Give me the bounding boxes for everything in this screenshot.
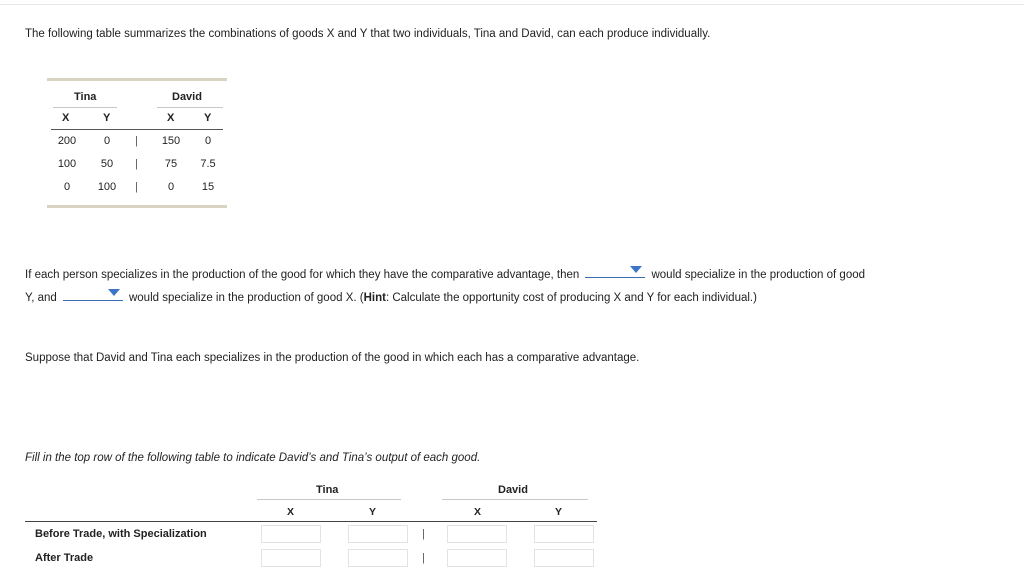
tina-y-before-input[interactable] <box>348 525 408 543</box>
group-underline-david <box>157 107 223 108</box>
question-text-1: If each person specializes in the production of the good for which they have the comparative advantage, then <box>25 269 580 281</box>
table-cell: 200 <box>57 135 77 147</box>
column-separator: | <box>135 158 138 170</box>
production-table <box>47 78 227 193</box>
col-header-david-y: Y <box>555 506 563 518</box>
table-cell: 7.5 <box>200 158 216 170</box>
hint-text: : Calculate the opportunity cost of producing X and Y for each individual.) <box>385 292 757 304</box>
table-cell: 150 <box>161 135 181 147</box>
col-header-david-x: X <box>474 506 482 518</box>
hint-label: Hint <box>363 292 386 304</box>
output-table <box>25 480 597 580</box>
group-underline-tina <box>53 107 117 108</box>
group-header-tina: Tina <box>316 484 339 496</box>
row-label-after-trade: After Trade <box>35 552 94 564</box>
dropdown-arrow-icon <box>108 289 120 296</box>
intro-text: The following table summarizes the combinations of goods X and Y that two individuals, Tina and David, can each produce individually. <box>25 28 711 40</box>
table-bottom-rule <box>47 205 227 208</box>
column-separator: | <box>422 528 425 540</box>
dropdown-arrow-icon <box>630 266 642 273</box>
dropdown-specialize-x[interactable] <box>63 286 123 301</box>
group-header-david: David <box>172 91 202 103</box>
table-cell: 0 <box>103 135 111 147</box>
question-text-2: would specialize in the production of good Y, and <box>25 269 866 304</box>
group-underline-david <box>442 499 588 500</box>
group-underline-tina <box>257 499 401 500</box>
top-divider <box>0 4 1024 5</box>
col-header-david-y: Y <box>204 112 212 124</box>
column-separator: | <box>135 181 138 193</box>
group-header-david: David <box>498 484 528 496</box>
david-y-before-input[interactable] <box>534 525 594 543</box>
table-cell: 100 <box>57 158 77 170</box>
table-cell: 0 <box>204 135 212 147</box>
tina-x-before-input[interactable] <box>261 525 321 543</box>
table-cell: 0 <box>63 181 71 193</box>
column-separator: | <box>422 552 425 564</box>
table-cell: 0 <box>167 181 175 193</box>
table-cell: 50 <box>100 158 114 170</box>
david-y-after-input[interactable] <box>534 549 594 567</box>
tina-y-after-input[interactable] <box>348 549 408 567</box>
tina-x-after-input[interactable] <box>261 549 321 567</box>
col-header-tina-y: Y <box>369 506 377 518</box>
col-header-tina-y: Y <box>103 112 111 124</box>
col-header-tina-x: X <box>62 112 70 124</box>
table-cell: 100 <box>97 181 117 193</box>
col-header-david-x: X <box>167 112 175 124</box>
question-paragraph <box>25 263 875 309</box>
question-text-3: would specialize in the production of good X. ( <box>128 292 364 304</box>
row-label-before-trade: Before Trade, with Specialization <box>35 528 207 540</box>
table-cell: 75 <box>164 158 178 170</box>
dropdown-specialize-y[interactable] <box>585 263 645 278</box>
col-header-tina-x: X <box>287 506 295 518</box>
table-top-rule <box>47 78 227 81</box>
table-cell: 15 <box>201 181 215 193</box>
header-rule <box>51 129 223 130</box>
header-rule <box>25 521 597 522</box>
david-x-before-input[interactable] <box>447 525 507 543</box>
group-header-tina: Tina <box>74 91 97 103</box>
instruction-text: Fill in the top row of the following table to indicate David’s and Tina’s output of each good. <box>25 452 481 464</box>
suppose-text: Suppose that David and Tina each specializes in the production of the good in which each has a comparative advantage. <box>25 352 640 364</box>
david-x-after-input[interactable] <box>447 549 507 567</box>
column-separator: | <box>135 135 138 147</box>
